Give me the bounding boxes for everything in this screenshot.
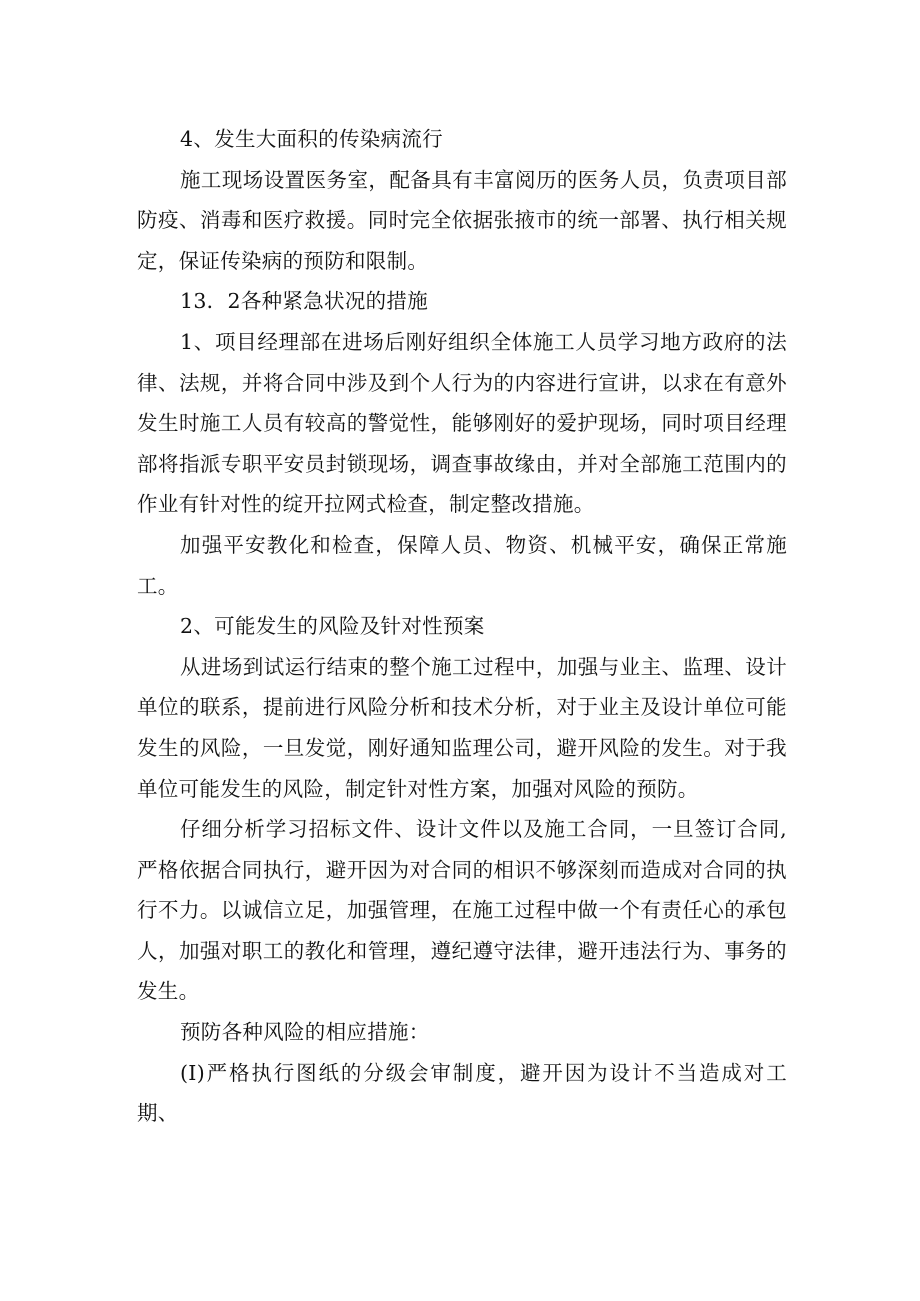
paragraph-contract-study: 仔细分析学习招标文件、设计文件以及施工合同，一旦签订合同,严格依据合同执行，避开因为对合同的相识不够深刻而造成对合同的执行不力。以诚信立足，加强管理，在施工过程中做一个有责任心的承包人，加强对职工的教化和管理，遵纪遵守法律，避开违法行为、事务的发生。: [137, 817, 787, 1004]
paragraph-risk-measures-heading: 预防各种风险的相应措施：: [180, 1020, 430, 1045]
paragraph-legal-training: 1、项目经理部在进场后刚好组织全体施工人员学习地方政府的法律、法规，并将合同中涉及到个人行为的内容进行宣讲，以求在有意外发生时施工人员有较高的警觉性，能够刚好的爱护现场，同时项目经理部将指派专职平安员封锁现场，调查事故缘由，并对全部施工范围内的作业有针对性的绽开拉网式检查，制定整改措施。: [137, 329, 787, 517]
paragraph-medical-room: 施工现场设置医务室，配备具有丰富阅历的医务人员，负责项目部防疫、消毒和医疗救援。同时完全依据张掖市的统一部署、执行相关规定，保证传染病的预防和限制。: [137, 167, 787, 273]
section-heading-emergency-measures: 13．2各种紧急状况的措施: [180, 289, 429, 314]
paragraph-drawing-review: (I)严格执行图纸的分级会审制度，避开因为设计不当造成对工期、: [137, 1060, 787, 1126]
section-heading-risk-plan: 2、可能发生的风险及针对性预案: [180, 614, 485, 639]
paragraph-safety-education: 加强平安教化和检查，保障人员、物资、机械平安，确保正常施工。: [137, 532, 787, 598]
paragraph-risk-analysis: 从进场到试运行结束的整个施工过程中，加强与业主、监理、设计单位的联系，提前进行风险分析和技术分析，对于业主及设计单位可能发生的风险，一旦发觉，刚好通知监理公司，避开风险的发生。对于我单位可能发生的风险，制定针对性方案，加强对风险的预防。: [137, 654, 787, 801]
section-heading-epidemic: 4、发生大面积的传染病流行: [180, 127, 443, 151]
document-body: [137, 119, 787, 1134]
